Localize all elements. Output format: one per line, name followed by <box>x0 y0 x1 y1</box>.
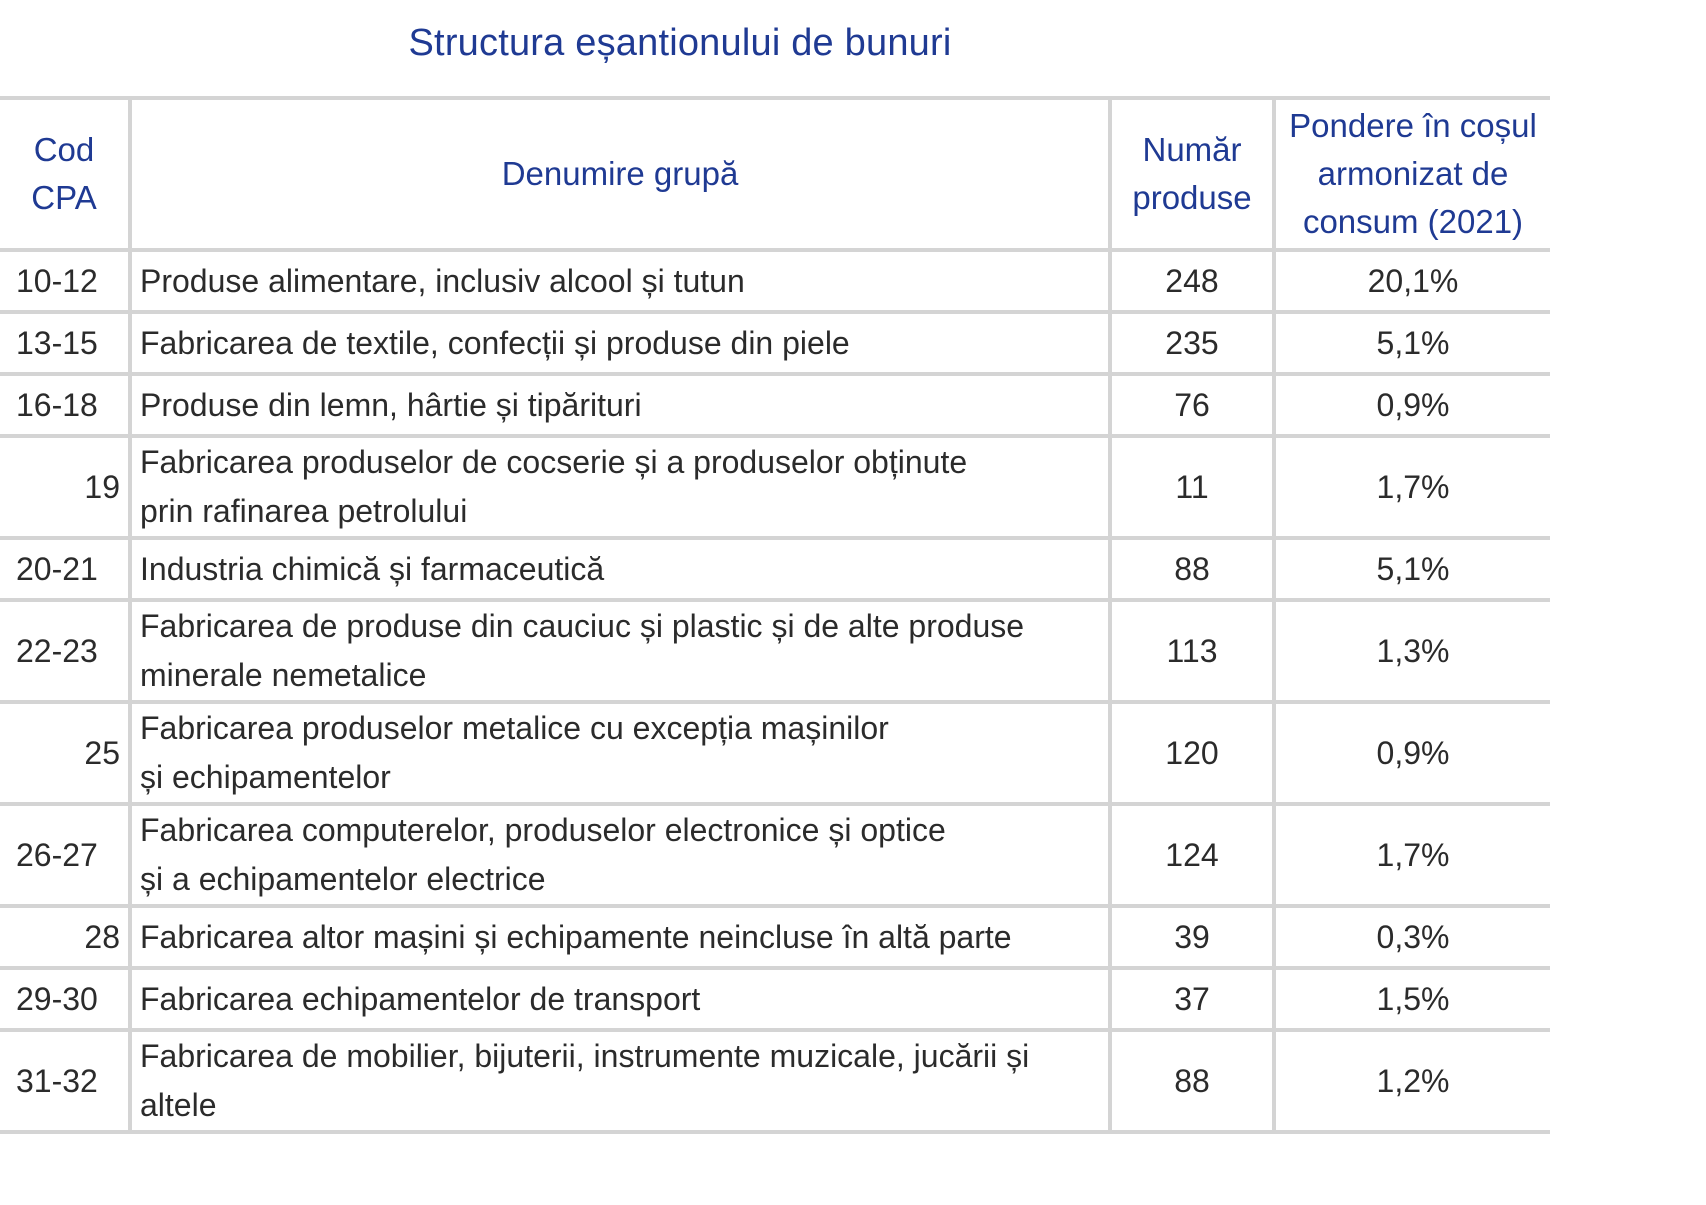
cell-pondere: 0,3% <box>1274 906 1550 968</box>
cell-cod-cpa: 31-32 <box>0 1030 130 1132</box>
table-row <box>0 600 1550 702</box>
cell-pondere: 1,3% <box>1274 600 1550 702</box>
cell-pondere: 0,9% <box>1274 702 1550 804</box>
cell-numar-produse: 120 <box>1110 702 1274 804</box>
cell-pondere: 5,1% <box>1274 538 1550 600</box>
cell-denumire-grupa <box>130 538 1110 600</box>
cell-pondere: 0,9% <box>1274 374 1550 436</box>
cell-cod-cpa: 10-12 <box>0 250 130 312</box>
cell-denumire-line: Fabricarea de produse din cauciuc și plastic și de alte produse <box>140 608 1025 644</box>
cell-denumire-line: Fabricarea de mobilier, bijuterii, instrumente muzicale, jucării și altele <box>140 1038 1030 1123</box>
cell-numar-produse: 11 <box>1110 436 1274 538</box>
header-denumire-grupa <box>130 98 1110 250</box>
cell-denumire-line: și a echipamentelor electrice <box>140 861 546 897</box>
cell-numar-produse: 113 <box>1110 600 1274 702</box>
cell-denumire-grupa <box>130 702 1110 804</box>
table-row <box>0 804 1550 906</box>
table-row <box>0 312 1550 374</box>
header-numar-line: Număr <box>1142 131 1242 168</box>
cell-denumire-line: Fabricarea de textile, confecții și produse din piele <box>140 324 850 361</box>
cell-denumire-line: Fabricarea computerelor, produselor electronice și optice <box>140 812 946 848</box>
table-row <box>0 906 1550 968</box>
cell-cod-cpa: 22-23 <box>0 600 130 702</box>
cell-pondere: 1,2% <box>1274 1030 1550 1132</box>
cell-denumire-grupa <box>130 250 1110 312</box>
header-row <box>0 98 1550 250</box>
cell-denumire-grupa <box>130 804 1110 906</box>
cell-numar-produse: 248 <box>1110 250 1274 312</box>
cell-pondere: 1,5% <box>1274 968 1550 1030</box>
cell-numar-produse: 39 <box>1110 906 1274 968</box>
cell-cod-cpa: 26-27 <box>0 804 130 906</box>
table-row <box>0 1030 1550 1132</box>
cell-denumire-line: Industria chimică și farmaceutică <box>140 550 605 587</box>
cell-pondere: 1,7% <box>1274 436 1550 538</box>
table-row <box>0 436 1550 538</box>
cell-pondere: 5,1% <box>1274 312 1550 374</box>
header-cod-cpa <box>0 98 130 250</box>
cell-denumire-line: Fabricarea produselor de cocserie și a produselor obținute <box>140 444 968 480</box>
header-numar-produse <box>1110 98 1274 250</box>
cell-cod-cpa: 13-15 <box>0 312 130 374</box>
cell-cod-cpa: 29-30 <box>0 968 130 1030</box>
cell-numar-produse: 235 <box>1110 312 1274 374</box>
header-pondere-line-3: consum (2021) <box>1302 203 1524 240</box>
cell-numar-produse: 88 <box>1110 1030 1274 1132</box>
table-row <box>0 702 1550 804</box>
cell-denumire-grupa <box>130 312 1110 374</box>
cell-denumire-grupa <box>130 906 1110 968</box>
cell-denumire-line: Fabricarea altor mașini și echipamente neincluse în altă parte <box>140 918 1012 955</box>
cell-cod-cpa: 28 <box>0 906 130 968</box>
header-cpa-line: CPA <box>31 179 97 216</box>
sample-structure-table <box>0 96 1550 1134</box>
table-row <box>0 968 1550 1030</box>
header-pondere-line-2: armonizat de <box>1317 155 1509 192</box>
cell-denumire-line: prin rafinarea petrolului <box>140 493 468 529</box>
cell-denumire-grupa <box>130 374 1110 436</box>
cell-denumire-line: și echipamentelor <box>140 759 391 795</box>
cell-denumire-line: Fabricarea echipamentelor de transport <box>140 980 701 1017</box>
table-body <box>0 250 1550 1132</box>
table-row <box>0 374 1550 436</box>
cell-cod-cpa: 25 <box>0 702 130 804</box>
cell-denumire-line: Produse alimentare, inclusiv alcool și tutun <box>140 262 745 299</box>
cell-denumire-grupa <box>130 968 1110 1030</box>
cell-cod-cpa: 20-21 <box>0 538 130 600</box>
table-row <box>0 250 1550 312</box>
table-title: Structura eșantionului de bunuri <box>408 22 952 64</box>
cell-denumire-grupa <box>130 600 1110 702</box>
cell-pondere: 20,1% <box>1274 250 1550 312</box>
cell-denumire-line: Produse din lemn, hârtie și tipărituri <box>140 386 642 423</box>
cell-numar-produse: 124 <box>1110 804 1274 906</box>
header-produse-line: produse <box>1132 179 1252 216</box>
cell-denumire-line: minerale nemetalice <box>140 657 427 693</box>
header-pondere-line-1: Pondere în coșul <box>1289 107 1537 144</box>
header-pondere <box>1274 98 1550 250</box>
cell-denumire-line: Fabricarea produselor metalice cu excepția mașinilor <box>140 710 889 746</box>
cell-pondere: 1,7% <box>1274 804 1550 906</box>
cell-cod-cpa: 19 <box>0 436 130 538</box>
table-row <box>0 538 1550 600</box>
cell-denumire-grupa <box>130 436 1110 538</box>
cell-cod-cpa: 16-18 <box>0 374 130 436</box>
cell-numar-produse: 37 <box>1110 968 1274 1030</box>
cell-denumire-grupa <box>130 1030 1110 1132</box>
cell-numar-produse: 76 <box>1110 374 1274 436</box>
header-cod-line: Cod <box>33 131 95 168</box>
header-denumire-text: Denumire grupă <box>501 155 739 192</box>
cell-numar-produse: 88 <box>1110 538 1274 600</box>
